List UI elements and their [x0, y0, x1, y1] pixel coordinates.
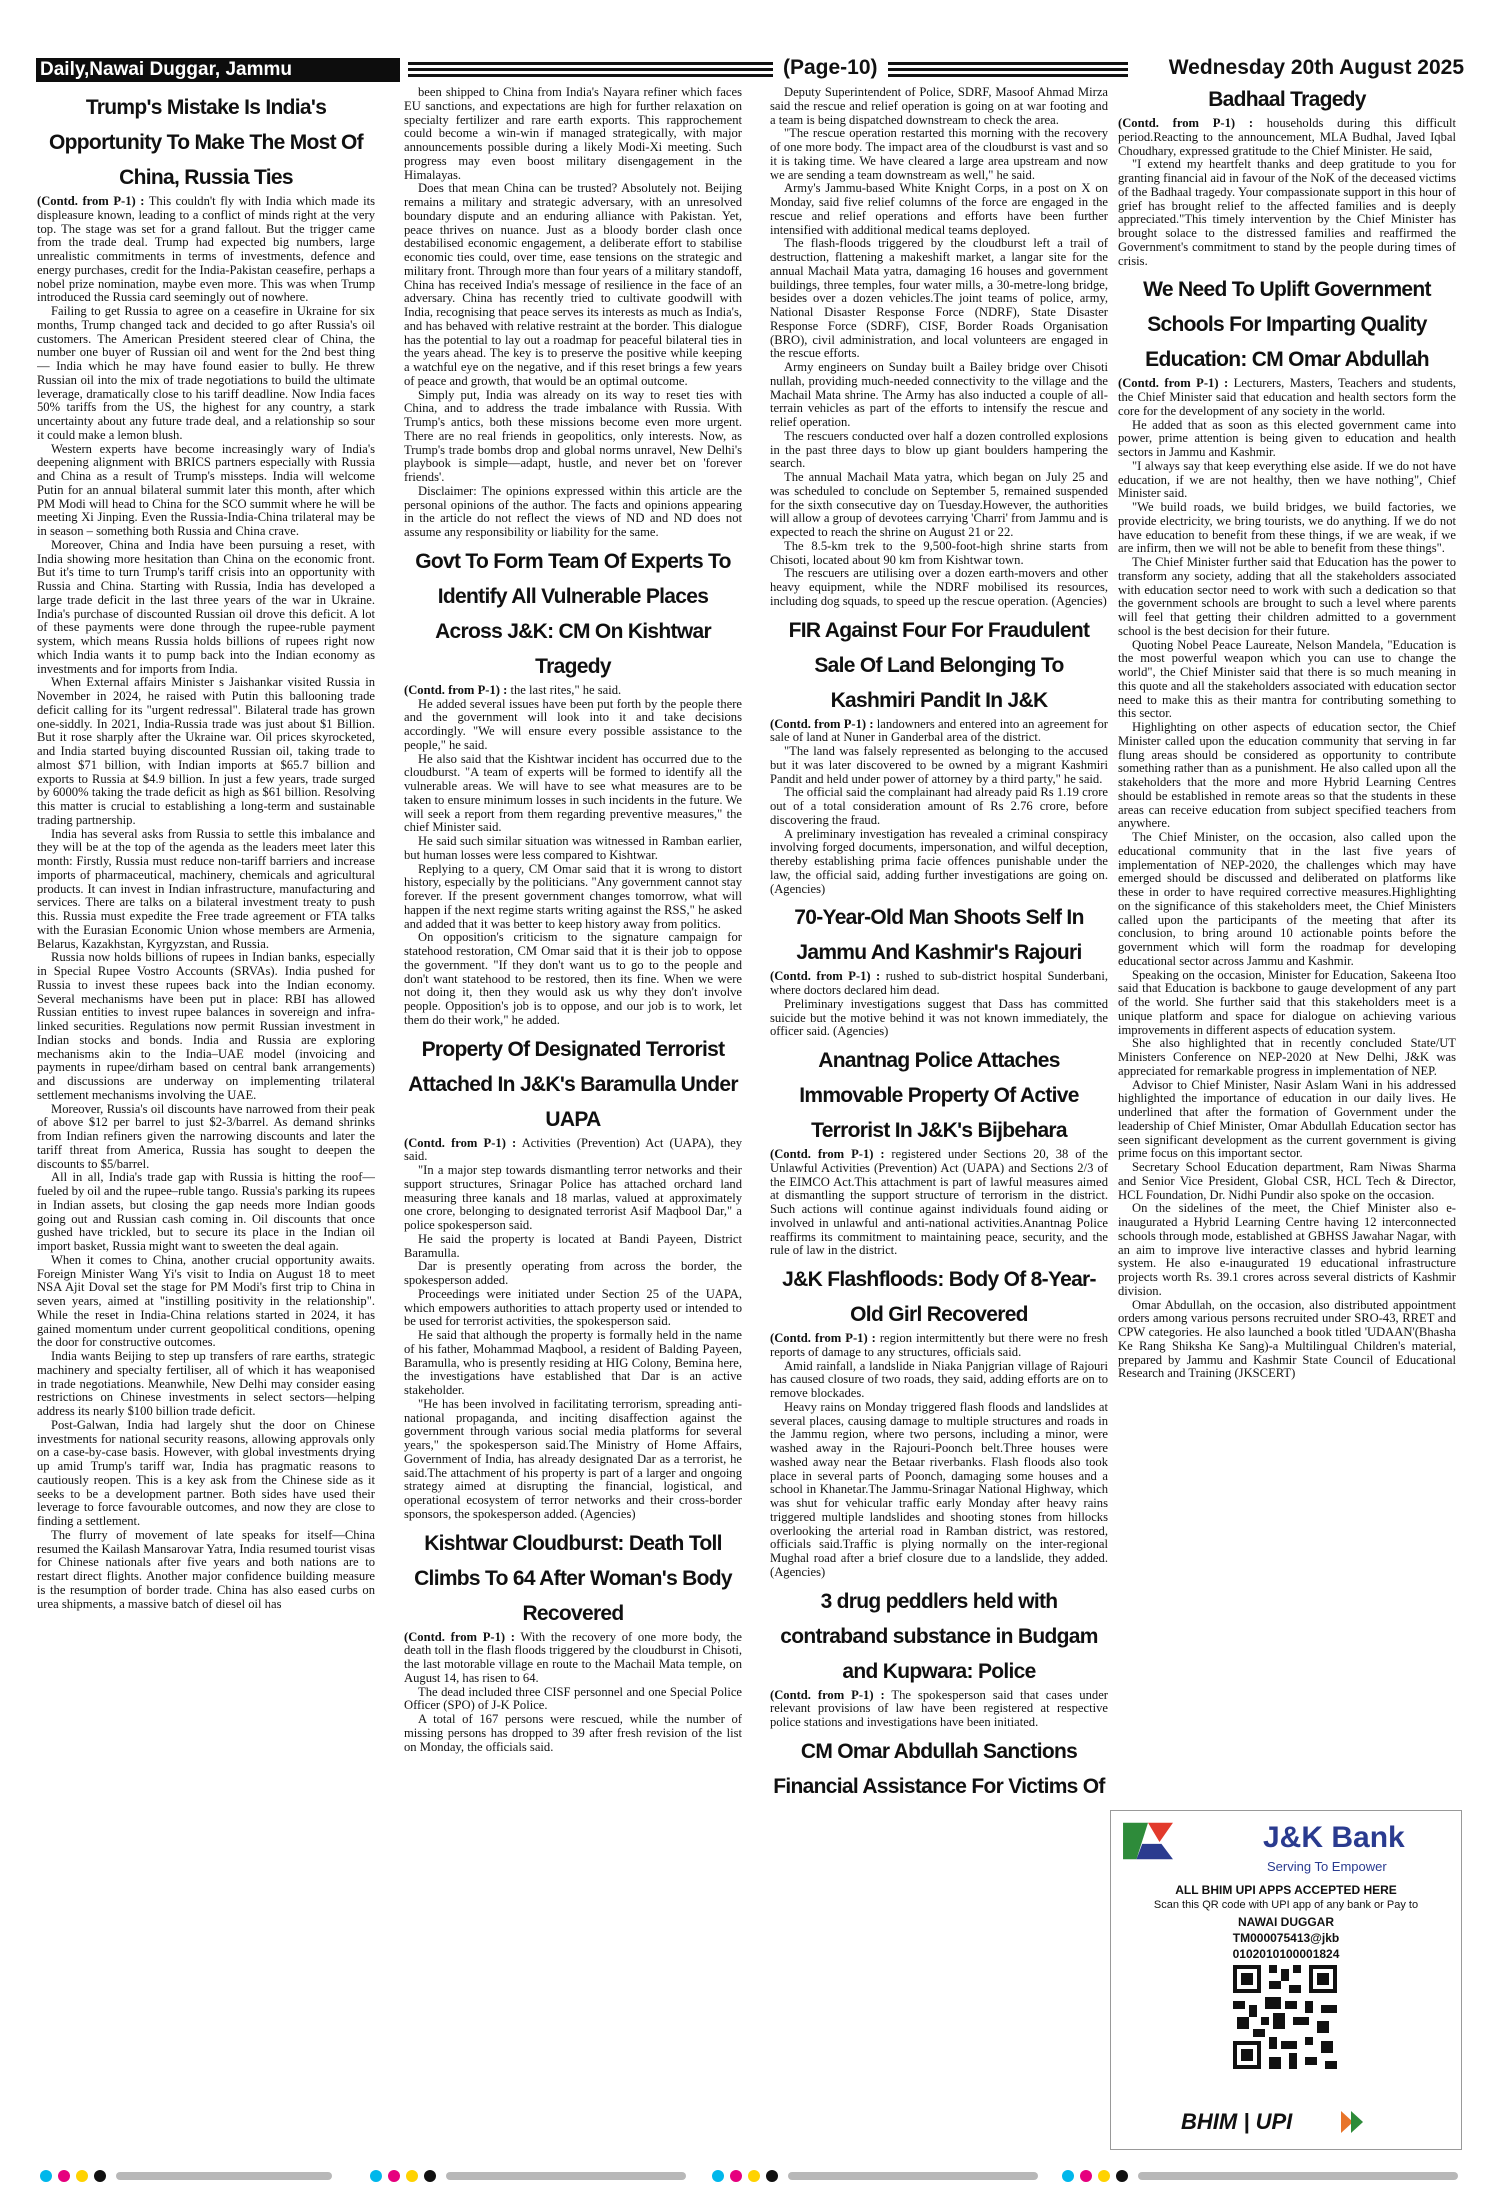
- paragraph: Amid rainfall, a landslide in Niaka Panjgrian village of Rajouri has caused closure of two roads, they said, adding efforts are on to remove blockades.: [770, 1358, 1108, 1400]
- continued-marker: (Contd. from P-1) :: [404, 1629, 515, 1644]
- paragraph: He added several issues have been put forth by the people there and the government will look into it and take decisions accordingly. "We will ensure every possible assistance to the people," he said.: [404, 696, 742, 752]
- paragraph: India has several asks from Russia to settle this imbalance and they will be at the top of the agenda as the leaders meet later this month: Firstly, Russia must reduce non-tariff barriers and increase imports of pharmaceutical, machinery, chemicals and agricultural products. It can invest in Indian infrastructure, manufacturing and services. There are talks on a bilateral investment treaty to push this. Russia must expedite the Free trade agreement or FTA talks with the Eurasian Economic Union whose members are Armenia, Belarus, Kazakhstan, Kyrgyzstan, and Russia.: [37, 826, 375, 951]
- bank-advertisement: [1110, 1810, 1462, 2150]
- paragraph: He added that as soon as this elected government came into power, prime attention is being given to education and health sectors in Jammu and Kashmir.: [1118, 417, 1456, 459]
- registration-dot: [388, 2170, 400, 2182]
- upi-accepted-text: ALL BHIM UPI APPS ACCEPTED HERE: [1175, 1883, 1397, 1897]
- paragraph: (Contd. from P-1) : households during this difficult period.Reacting to the announcement, MLA Budhal, Javed Iqbal Choudhary, expressed gratitude to the Chief Minister. He said,: [1118, 116, 1456, 158]
- paragraph: Army's Jammu-based White Knight Corps, in a post on X on Monday, said five relief columns of the force are engaged in the rescue and relief operations and efforts have been further intensified with additional medical teams deployed.: [770, 181, 1108, 237]
- article-body: [770, 718, 1108, 897]
- column-2: [404, 86, 742, 1754]
- registration-dot: [1080, 2170, 1092, 2182]
- paragraph: Army engineers on Sunday built a Bailey bridge over Chisoti nullah, providing much-needed connectivity to the village and the Machail Mata shrine. The Army has also inducted a couple of all-terrain vehicles as part of the efforts to intensify the rescue and relief operation.: [770, 360, 1108, 429]
- paragraph: He said such similar situation was witnessed in Ramban earlier, but human losses were less compared to Kishtwar.: [404, 834, 742, 862]
- registration-dot: [1116, 2170, 1128, 2182]
- registration-dot: [730, 2170, 742, 2182]
- continued-marker: (Contd. from P-1) :: [1118, 376, 1229, 391]
- bank-name: J&K Bank: [1263, 1821, 1405, 1854]
- headline-rajouri-shooting: 70-Year-Old Man Shoots Self In Jammu And Kashmir's Rajouri: [794, 906, 1084, 965]
- paragraph: He said the property is located at Bandi Payeen, District Baramulla.: [404, 1231, 742, 1260]
- paragraph: Dar is presently operating from across the border, the spokesperson added.: [404, 1259, 742, 1287]
- paragraph: (Contd. from P-1) : With the recovery of one more body, the death toll in the flash floods triggered by the cloudburst in Chisoti, the last motorable village en route to the Machail Mata temple, on August 14, has risen to 64.: [404, 1629, 742, 1685]
- issue-date: Wednesday 20th August 2025: [1168, 56, 1464, 79]
- paragraph: Replying to a query, CM Omar said that it is wrong to distort history, especially by the politicians. "Any government cannot stay forever. If the present government changes tomorrow, what will happen if the next regime starts writing against the RSS," he asked and added that it was better to keep history away from politics.: [404, 861, 742, 931]
- headline-fir-fraud: FIR Against Four For Fraudulent Sale Of Land Belonging To Kashmiri Pandit In J&K: [788, 618, 1090, 712]
- paragraph: (Contd. from P-1) : rushed to sub-district hospital Sunderbani, where doctors declared him dead.: [770, 969, 1108, 997]
- paragraph: Disclaimer: The opinions expressed within this article are the personal opinions of the author. The facts and opinions appearing in the article do not reflect the views of ND and ND does not assume any responsibility or liability for the same.: [404, 483, 742, 539]
- registration-dot: [424, 2170, 436, 2182]
- headline-govt-experts: Govt To Form Team Of Experts To Identify All Vulnerable Places Across J&K: CM On Kishtwar Tragedy: [415, 549, 731, 678]
- paragraph: Russia now holds billions of rupees in Indian banks, especially in Special Rupee Vostro Accounts (SRVAs). India pushed for Russia to invest these rupees back into the Indian economy. Several mechanisms have been put in place: RBI has allowed Russian entities to invest rupee balances in sovereign and infra-linked securities. Regulations now permit Russian investment in Indian stocks and bonds. India and Russia are exploring mechanisms akin to the India–UAE model (invoicing and payments in rupee/dirham based on central bank arrangements) and discussions are underway on implementing trilateral settlement mechanisms involving the UAE.: [37, 950, 375, 1102]
- paragraph: Proceedings were initiated under Section 25 of the UAPA, which empowers authorities to attach property used or intended to be used for terrorist activities, the spokesperson said.: [404, 1286, 742, 1329]
- headline-financial-assistance: CM Omar Abdullah Sanctions Financial Assistance For Victims Of: [773, 1739, 1105, 1798]
- registration-dot: [748, 2170, 760, 2182]
- headline-flashfloods: J&K Flashfloods: Body Of 8-Year-Old Girl Recovered: [782, 1268, 1096, 1326]
- paragraph: "He has been involved in facilitating terrorism, spreading anti-national propaganda, and inciting disaffection against the government through various social media platforms for several years," the spokesperson said.The Ministry of Home Affairs, Government of India, has already designated Dar as a terrorist, he said.The attachment of his property is part of a larger and ongoing strategy aimed at disrupting the financial, logistical, and operational ecosystem of terror networks and their cross-border sponsors, the spokesperson added. (Agencies): [404, 1396, 742, 1521]
- rule-line: [408, 74, 1128, 77]
- scan-instruction: Scan this QR code with UPI app of any bank or Pay to: [1153, 1899, 1419, 1911]
- account-number: 0102010100001824: [1232, 1947, 1340, 1961]
- paragraph: Advisor to Chief Minister, Nasir Aslam Wani in his addressed highlighted the importance of education in our daily lives. He underlined that after the formation of Government under the leadership of Chief Minister, Omar Abdullah Education sector has seen significant development as the current government is giving prime focus on this important sector.: [1118, 1077, 1456, 1161]
- continued-marker: (Contd. from P-1) :: [770, 716, 874, 731]
- article-body: [770, 1689, 1108, 1730]
- paragraph: (Contd. from P-1) : The spokesperson said that cases under relevant provisions of law have been registered at respective police stations and investigations have been initiated.: [770, 1687, 1108, 1729]
- paragraph: All in all, India's trade gap with Russia is hitting the roof—fueled by oil and the rupee–ruble tango. Russia's parking its rupees in Indian assets, but closing the gap needs more Indian goods going out and Russian cash coming in. Oil discounts that once gushed have trickled, but to secure its place in the Indian oil import basket, Russia might want to sweeten the deal again.: [37, 1170, 375, 1253]
- paragraph: When External affairs Minister s Jaishankar visited Russia in November in 2024, he raised with Putin this ballooning trade deficit calling for its "urgent redressal". Bilateral trade has grown one-siddly. In 2021, India-Russia trade was just about $1 Billion. But it rose sharply after the Ukraine war. Oil prices skyrocketed, and India started buying discounted Russian oil, taking trade to almost $71 billion, with Indian imports at $65.7 billion and exports to Russia at $4.9 billion. In just a few years, trade surged by 6000% taking the trade deficit as high as $61 billion. Resolving this matter is crucial to establishing a long-term and sustainable trading partnership.: [37, 675, 375, 827]
- registration-dot: [94, 2170, 106, 2182]
- article-body: [404, 86, 742, 540]
- registration-dot: [766, 2170, 778, 2182]
- article-body: [404, 684, 742, 1028]
- registration-dot: [1098, 2170, 1110, 2182]
- paragraph: On the sidelines of the meet, the Chief Minister also e-inaugurated a Hybrid Learning Centre having 12 interconnected schools through mode, established at GBHSS Jawahar Nagar, with an aim to improve live interactive classes and hybrid learning system. He also e-inaugurated 19 educational infrastructure projects worth Rs. 39.1 crores across several districts of Kashmir division.: [1118, 1201, 1456, 1298]
- paragraph: (Contd. from P-1) : region intermittently but there were no fresh reports of damage to any structures, officials said.: [770, 1331, 1108, 1359]
- paragraph: Speaking on the occasion, Minister for Education, Sakeena Itoo said that Education is backbone to gauge development of any part of the world. She further said that this stakeholders meet is a unique platform and space for dialogue on achieving various improvements in different aspects of education system.: [1118, 967, 1456, 1037]
- qr-code-icon[interactable]: [1229, 1961, 1341, 2073]
- paragraph: Quoting Nobel Peace Laureate, Nelson Mandela, "Education is the most powerful weapon which you can use to change the world", the Chief Minister said that there is so much meaning in this quote and all the stakeholders associated with education sector need to make this as their mantra for contributing something to this sector.: [1118, 637, 1456, 721]
- continued-marker: (Contd. from P-1) :: [37, 194, 145, 208]
- bhim-upi-logo-icon: [1171, 2107, 1401, 2137]
- merchant-name: NAWAI DUGGAR: [1238, 1915, 1334, 1929]
- paragraph: (Contd. from P-1) : the last rites," he said.: [404, 682, 622, 697]
- paragraph: The Chief Minister, on the occasion, also called upon the educational community that in the last five years of implementation of NEP-2020, the challenges which may have emerged should be discussed and deliberated on platforms like these in order to have required corrective measures.Highlighting on the significance of this stakeholders meet, the Chief Ministers called upon the participants of the meeting that after its conclusion, to bring around 10 actionable points before the government which will form the roadmap for developing educational sector across Jammu and Kashmir.: [1118, 830, 1456, 968]
- footer-rule: [788, 2172, 1038, 2180]
- article-body: [1118, 377, 1456, 1381]
- paragraph: (Contd. from P-1) : Lecturers, Masters, Teachers and students, the Chief Minister said that education and health sectors form the core for the development of any society in the world.: [1118, 376, 1456, 418]
- paragraph: "I extend my heartfelt thanks and deep gratitude to you for granting financial aid in favour of the NoK of the deceased victims of the Badhaal tragedy. Your compassionate support in this hour of grief has brought relief to the affected families and is deeply appreciated."This timely intervention by the Chief Minister has brought solace to the distressed families and reaffirmed the Government's commitment to stand by the people during times of crisis.: [1118, 157, 1456, 268]
- paragraph: He said that although the property is formally held in the name of his father, Mohammad Maqbool, a resident of Balding Payeen, Baramulla, who is presently residing at HIG Colony, Bemina here, the investigations have established that Dar is an active stakeholder.: [404, 1328, 742, 1397]
- article-body: [404, 1631, 742, 1755]
- paragraph: Omar Abdullah, on the occasion, also distributed appointment orders among various persons recruited under SRO-43, RRET and CPW categories. He also launched a book titled 'UDAAN'(Bhasha Ke Rang Shiksha Ke Sang)-a Multilingual Children's material, prepared by Jammu and Kashmir State Council of Educational Research and Training (JKSCERT): [1118, 1297, 1456, 1381]
- footer-rule: [116, 2172, 332, 2180]
- page-number: (Page-10): [773, 56, 888, 80]
- paragraph: When it comes to China, another crucial opportunity awaits. Foreign Minister Wang Yi's visit to India on August 18 to meet NSA Ajit Doval set the stage for PM Modi's first trip to China in seven years, aimed at "instilling positivity in the relationship". While the reset in India-China relations started in 2024, it has gained momentum under current geopolitical conditions, opening the door for constructive outcomes.: [37, 1252, 375, 1350]
- column-3: [770, 86, 1108, 1804]
- paragraph: The dead included three CISF personnel and one Special Police Officer (SPO) of J-K Police.: [404, 1684, 742, 1713]
- paragraph: Secretary School Education department, Ram Niwas Sharma and Senior Vice President, Global CSR, HCL Tech & Director, HCL Foundation, Dr. Nidhi Pundir also spoke on the occasion.: [1118, 1160, 1456, 1202]
- headline-trump-mistake: Trump's Mistake Is India's Opportunity To Make The Most Of China, Russia Ties: [49, 96, 363, 189]
- rule-line: [408, 68, 1128, 71]
- continued-marker: (Contd. from P-1) :: [770, 1331, 876, 1345]
- paragraph: "I always say that keep everything else aside. If we do not have education, if we are not healthy, then we have nothing", Chief Minister said.: [1118, 458, 1456, 501]
- paragraph: She also highlighted that in recently concluded State/UT Ministers Conference on NEP-2020 at New Delhi, J&K was appreciated for remarkable progress in implementation of NEP.: [1118, 1036, 1456, 1078]
- article-body: [770, 1332, 1108, 1580]
- paragraph: Moreover, China and India have been pursuing a reset, with India showing more hesitation than China on the economic front. But it's time to turn Trump's tariff crisis into an opportunity with Russia and China. Starting with Russia, India has developed a large trade deficit in the last three years of the war in Ukraine. India's purchase of discounted Russian oil drove this deficit. A lot of these payments were done through the rupee-ruble payment system, which means Russia holds billions of rupees right now which India wants it to pump back into the Indian economy as investments and for imports from India.: [37, 537, 375, 676]
- registration-dot: [40, 2170, 52, 2182]
- continued-marker: (Contd. from P-1) :: [770, 969, 881, 984]
- registration-dot: [370, 2170, 382, 2182]
- paragraph: India wants Beijing to step up transfers of rare earths, strategic machinery and specialty fertiliser, all of which it has weaponised in trade negotiations. Meanwhile, New Delhi may consider easing restrictions on Chinese investments in select sectors—helping address its nearly $100 billion trade deficit.: [37, 1349, 375, 1418]
- paragraph: Does that mean China can be trusted? Absolutely not. Beijing remains a military and strategic adversary, with an unresolved boundary dispute and an enduring alliance with Pakistan. Yet, peace thrives on nuance. Just as a bloody border clash once destabilised economic engagement, a deliberate effort to stabilise economic ties could, over time, ease tensions on the strategic and military front. Through more than four years of a military standoff, China has received India's message of resilience in the face of an adversary. China has recently tried to cultivate goodwill with India, recognising that peace serves its interests as much as India's, and has behaved with relative restraint at the border. This dialogue has the potential to lay out a roadmap for peaceful bilateral ties in the years ahead. The key is to preserve the positive while keeping a watchful eye on the negative, and if this reset brings a few years of peace and growth, that would be an optimal outcome.: [404, 181, 742, 388]
- continued-marker: (Contd. from P-1) :: [770, 1687, 885, 1702]
- registration-dot: [1062, 2170, 1074, 2182]
- continued-marker: (Contd. from P-1) :: [1118, 116, 1254, 130]
- paragraph: Deputy Superintendent of Police, SDRF, Masoof Ahmad Mirza said the rescue and relief operation is going on at war footing and a team is being dispatched downstream to check the area.: [770, 86, 1108, 127]
- paper-name: Daily,Nawai Duggar, Jammu: [36, 58, 400, 82]
- headline-drug-peddlers: 3 drug peddlers held with contraband substance in Budgam and Kupwara: Police: [780, 1589, 1098, 1683]
- paragraph: Post-Galwan, India had largely shut the door on Chinese investments for national security reasons, allowing approvals only on a case-by-case basis. However, with global investments drying up amid Trump's tariff war, India has pragmatic reasons to cautiously reopen. This is a key ask from the Chinese side as it seeks to be a development partner. Both sides have used their leverage to force favourable outcomes, and now they are close to finding a settlement.: [37, 1417, 375, 1528]
- column-4: [1118, 86, 1456, 1381]
- paragraph: (Contd. from P-1) : Activities (Prevention) Act (UAPA), they said.: [404, 1135, 742, 1164]
- column-1: [37, 86, 375, 1611]
- paragraph: A total of 167 persons were rescued, while the number of missing persons has dropped to 39 after fresh revision of the list on Monday, the officials said.: [404, 1712, 742, 1754]
- headline-property-attached: Property Of Designated Terrorist Attached In J&K's Baramulla Under UAPA: [408, 1037, 738, 1131]
- jk-bank-logo-icon: [1119, 1817, 1177, 1865]
- paragraph: Failing to get Russia to agree on a ceasefire in Ukraine for six months, Trump changed tack and decided to go after Russia's oil customers. The American President steered clear of China, the number one buyer of Russian oil and went for the 2nd best thing — India which he may have found easier to bully. He threw Russian oil into the mix of trade negotiations to build the ultimate leverage, dramatically close to his tariff deadline. Now India faces 50% tariffs from the US, the highest for any country, a stark uncertainty about any future trade deal, and a relationship so sour it could make a lemon blush.: [37, 304, 375, 442]
- registration-dot: [712, 2170, 724, 2182]
- paragraph: Highlighting on other aspects of education sector, the Chief Minister called upon the education community that serving in far flung areas should be considered as opportunity to contribute something rather than as a punishment. He also called upon all the stakeholders that the more and more Hybrid Learning Centres should be established in remote areas so that the students in these areas can receive education from subject specified teachers from anywhere.: [1118, 720, 1456, 831]
- article-body: [770, 86, 1108, 609]
- headline-anantnag-property: Anantnag Police Attaches Immovable Property Of Active Terrorist In J&K's Bijbehara: [799, 1049, 1079, 1142]
- paragraph: "In a major step towards dismantling terror networks and their support structures, Srinagar Police has attached orchard land measuring three kanals and 18 marlas, valued at approximately one crore, belonging to designated terrorist Asif Maqbool Dar," a police spokesperson said.: [404, 1163, 742, 1232]
- paragraph: The rescuers conducted over half a dozen controlled explosions in the past three days to blow up giant boulders hampering the search.: [770, 428, 1108, 471]
- paragraph: The 8.5-km trek to the 9,500-foot-high shrine starts from Chisoti, located about 90 km from Kishtwar town.: [770, 538, 1108, 567]
- registration-dot: [406, 2170, 418, 2182]
- continued-marker: (Contd. from P-1) :: [770, 1147, 885, 1161]
- paragraph: The official said the complainant had already paid Rs 1.19 crore out of a total consideration amount of Rs 2.76 crore, before discovering the fraud.: [770, 785, 1108, 827]
- article-body: [770, 1148, 1108, 1258]
- paragraph: (Contd. from P-1) : landowners and entered into an agreement for sale of land at Nuner in Ganderbal area of the district.: [770, 716, 1108, 745]
- headline-kishtwar-toll: Kishtwar Cloudburst: Death Toll Climbs To 64 After Woman's Body Recovered: [414, 1531, 732, 1625]
- continued-marker: (Contd. from P-1) :: [404, 1135, 517, 1150]
- masthead: [36, 58, 1464, 84]
- paragraph: "The land was falsely represented as belonging to the accused but it was later discovered to be owned by a migrant Kashmiri Pandit and held under power of attorney by a third party," he said.: [770, 744, 1108, 786]
- paragraph: Heavy rains on Monday triggered flash floods and landslides at several places, causing damage to multiple structures and roads in the Jammu region, where two persons, including a minor, were washed away in the Rajouri-Poonch belt.Three houses were washed away near the Betaar riverbanks. Flash floods also took place in several parts of Poonch, damaging some houses and a school in Khanetar.The Jammu-Srinagar National Highway, which was shut for vehicular traffic early Monday after heavy rains triggered multiple landslides and shooting stones from hillocks overlooking the arterial road in Ramban district, was restored, officials said.Traffic is plying normally on the inter-regional Mughal road after a brief closure due to a landslide, they added. (Agencies): [770, 1399, 1108, 1579]
- paragraph: (Contd. from P-1) : registered under Sections 20, 38 of the Unlawful Activities (Prevention) Act (UAPA) and Sections 2/3 of the EIMCO Act.This attachment is part of lawful measures aimed at dismantling the support structure of terrorism in the district. Such actions will continue against individuals found aiding or involved in unlawful and anti-national activities.Anantnag Police reaffirms its commitment to maintaining peace, security, and the rule of law in the district.: [770, 1147, 1108, 1258]
- paragraph: "We build roads, we build bridges, we build factories, we provide electricity, we bring tourists, we do anything. If we do not have education to benefit from these things, if we are weak, if we are infirm, then we will not be able to benefit from these things".: [1118, 500, 1456, 556]
- paragraph: The flurry of movement of late speaks for itself—China resumed the Kailash Mansarovar Yatra, India resumed tourist visas for Chinese nationals after five years and both nations are to restart direct flights. Another major confidence building measure is the resumption of border trade. China has also eased curbs on urea shipments, a massive batch of diesel oil has: [37, 1527, 375, 1611]
- paragraph: He also said that the Kishtwar incident has occurred due to the cloudburst. "A team of experts will be formed to identify all the vulnerable areas. We will have to see what measures are to be taken to ensure minimum losses in such incidents in the future. We will seek a report from them regarding preventive measures," the chief Minister said.: [404, 751, 742, 835]
- article-body: [404, 1137, 742, 1522]
- paragraph: A preliminary investigation has revealed a criminal conspiracy involving forged documents, impersonation, and wilful deception, thereby establishing prima facie offences punishable under the law, the official said, adding further investigations are going on. (Agencies): [770, 826, 1108, 896]
- paragraph: Moreover, Russia's oil discounts have narrowed from their peak of above $12 per barrel to just $2-3/barrel. As demand shrinks from Indian refiners given the narrowing discounts and later the tariff threat from America, Russia has sought to deepen the discounts to $5/barrel.: [37, 1101, 375, 1171]
- paragraph: Western experts have become increasingly wary of India's deepening alignment with BRICS partners especially with Russia and China as a result of Trump's missteps. India will welcome Putin for an annual bilateral summit later this month, after which PM Modi will head to China for the SCO summit where he will be meeting Xi Jinping. Even the Russia-India-China trilateral may be in season – something both Russia and China crave.: [37, 441, 375, 538]
- bhim-upi-label: BHIM | UPI: [1181, 2109, 1293, 2134]
- paragraph: been shipped to China from India's Nayara refiner which faces EU sanctions, and expectations are high for further relaxation on specialty fertilizer and rare earth exports. This rapprochement could become a win-win if managed strategically, with major announcements possible during a likely Modi-Xi meeting. Such progress may even boost military disengagement in the Himalayas.: [404, 86, 742, 182]
- paragraph: (Contd. from P-1) : This couldn't fly with India which made its displeasure known, leading to a conflict of minds right at the very top. The stage was set for a grand fallout. But the trigger came from the trade deal. Trump had expected big numbers, large unrealistic commitments in terms of investments, defence and energy purchases, credit for the India-Pakistan ceasefire, perhaps a nobel prize nomination, maybe even more. This was when Trump introduced the Russia card seemingly out of nowhere.: [37, 194, 375, 305]
- paragraph: The Chief Minister further said that Education has the power to transform any society, adding that all the stakeholders associated with education sector need to work with such a dedication so that the government schools are brought to such a level where parents will feel that getting their children admitted to a government school is the best decision for their future.: [1118, 555, 1456, 638]
- registration-dot: [58, 2170, 70, 2182]
- registration-dot: [76, 2170, 88, 2182]
- paragraph: The flash-floods triggered by the cloudburst left a trail of destruction, flattening a makeshift market, a langar site for the annual Machail Mata yatra, damaging 16 houses and government buildings, three temples, four water mills, a 30-metre-long bridge, besides over a dozen vehicles.The joint teams of police, army, National Disaster Response Force (NDRF), State Disaster Response Force (SDRF), CISF, Border Roads Organisation (BRO), civil administration, and local volunteers are engaged in the rescue efforts.: [770, 236, 1108, 361]
- article-body: [37, 195, 375, 1611]
- paragraph: The rescuers are utilising over a dozen earth-movers and other heavy equipment, while the NDRF mobilised its resources, including dog squads, to speed up the rescue operation. (Agencies): [770, 566, 1108, 608]
- footer-rule: [1138, 2172, 1458, 2180]
- headline-badhaal: Badhaal Tragedy: [1208, 88, 1366, 111]
- continued-marker: (Contd. from P-1) :: [404, 682, 508, 697]
- paragraph: Preliminary investigations suggest that Dass has committed suicide but the motive behind it was not known immediately, the officer said. (Agencies): [770, 996, 1108, 1039]
- paragraph: The annual Machail Mata yatra, which began on July 25 and was scheduled to conclude on September 5, remained suspended for the sixth consecutive day on Tuesday.However, the authorities will allow a group of devotees carrying 'Charri' from Jammu and is expected to reach the shrine on August 21 or 22.: [770, 470, 1108, 539]
- headline-uplift-schools: We Need To Uplift Government Schools For Imparting Quality Education: CM Omar Abdullah: [1143, 278, 1431, 372]
- footer-rule: [446, 2172, 686, 2180]
- article-body: [1118, 117, 1456, 268]
- upi-id: TM000075413@jkb: [1232, 1931, 1340, 1945]
- paragraph: "The rescue operation restarted this morning with the recovery of one more body. The impact area of the cloudburst is vast and so it is taking time. We have cleared a large area upstream and now we are sending a team downstream as well," he said.: [770, 126, 1108, 182]
- paragraph: Simply put, India was already on its way to reset ties with China, and to address the trade imbalance with Russia. With Trump's antics, both these missions become even more urgent. There are no real friends in geopolitics, only interests. Now, as Trump's trade bombs drop and global norms unravel, New Delhi's playbook is simple—adapt, hustle, and never bet on 'forever friends'.: [404, 387, 742, 484]
- article-body: [770, 970, 1108, 1039]
- bank-tagline: Serving To Empower: [1267, 1859, 1387, 1874]
- paragraph: On opposition's criticism to the signature campaign for statehood restoration, CM Omar said that it is their job to oppose the government. "If they don't want us to go to the people and don't want statehood to be restored, then its fine. When we were not doing it, then they would ask us why they don't involve people. Opposition's job is to oppose, and our job is to work, let them do their work," he added.: [404, 930, 742, 1027]
- rule-line: [408, 62, 1128, 65]
